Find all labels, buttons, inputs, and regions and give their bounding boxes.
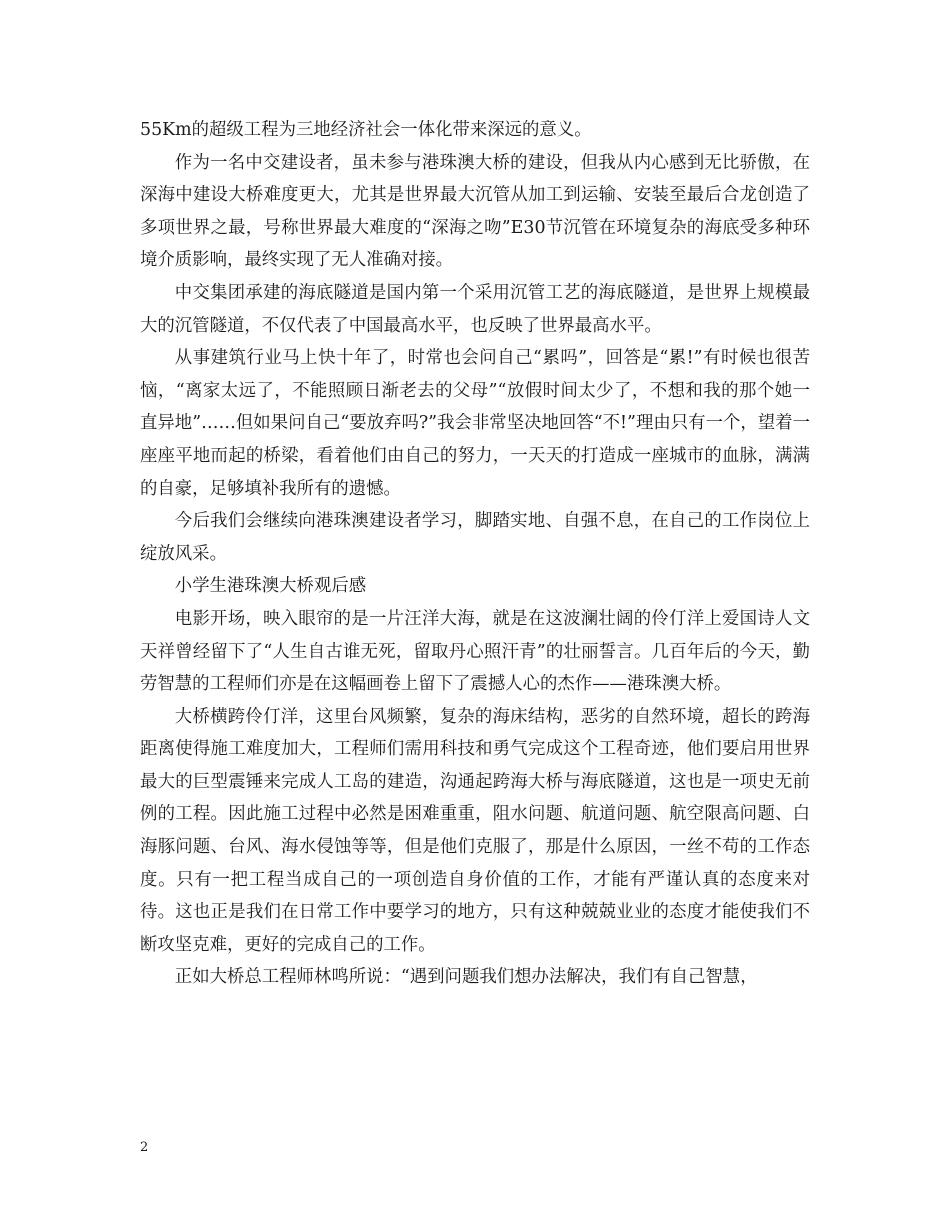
page-number: 2: [140, 1140, 149, 1155]
paragraph-7: 电影开场，映入眼帘的是一片汪洋大海，就是在这波澜壮阔的伶仃洋上爱国诗人文天祥曾经留下了“人生自古谁无死，留取丹心照汗青”的壮丽誓言。几百年后的今天，勤劳智慧的工程师们亦是在这幅画卷上留下了震撼人心的杰作——港珠澳大桥。: [140, 608, 810, 695]
paragraph-1: 55Km的超级工程为三地经济社会一体化带来深远的意义。: [140, 120, 592, 140]
section-heading: 小学生港珠澳大桥观后感: [174, 576, 367, 597]
paragraph-9: 正如大桥总工程师林鸣所说：“遇到问题我们想办法解决，我们有自己智慧，: [174, 967, 758, 988]
paragraph-2: 作为一名中交建设者，虽未参与港珠澳大桥的建设，但我从内心感到无比骄傲，在深海中建设大桥难度更大，尤其是世界最大沉管从加工到运输、安装至最后合龙创造了多项世界之最，号称世界最大难度的“深海之吻”E30节沉管在环境复杂的海底受多种环境介质影响，最终实现了无人准确对接。: [140, 152, 810, 271]
paragraph-3: 中交集团承建的海底隧道是国内第一个采用沉管工艺的海底隧道，是世界上规模最大的沉管隧道，不仅代表了中国最高水平，也反映了世界最高水平。: [140, 282, 810, 336]
paragraph-8: 大桥横跨伶仃洋，这里台风频繁，复杂的海床结构，恶劣的自然环境，超长的跨海距离使得施工难度加大，工程师们需用科技和勇气完成这个工程奇迹，他们要启用世界最大的巨型震锤来完成人工岛的建造，沟通起跨海大桥与海底隧道，这也是一项史无前例的工程。因此施工过程中必然是困难重重，阻水问题、航道问题、航空限高问题、白海豚问题、台风、海水侵蚀等等，但是他们克服了，那是什么原因，一丝不苟的工作态度。只有一把工程当成自己的一项创造自身价值的工作，才能有严谨认真的态度来对待。这也正是我们在日常工作中要学习的地方，只有这种兢兢业业的态度才能使我们不断攻坚克难，更好的完成自己的工作。: [140, 706, 810, 955]
document-body: [140, 114, 810, 994]
paragraph-5: 今后我们会继续向港珠澳建设者学习，脚踏实地、自强不息，在自己的工作岗位上绽放风采。: [140, 511, 810, 564]
paragraph-4: 从事建筑行业马上快十年了，时常也会问自己“累吗”，回答是“累!”有时候也很苦恼，“离家太远了，不能照顾日渐老去的父母”“放假时间太少了，不想和我的那个她一直异地”……但如果问自己“要放弃吗?”我会非常坚决地回答“不!”理由只有一个，望着一座座平地而起的桥梁，看着他们由自己的努力，一天天的打造成一座城市的血脉，满满的自豪，足够填补我所有的遗憾。: [140, 348, 810, 499]
